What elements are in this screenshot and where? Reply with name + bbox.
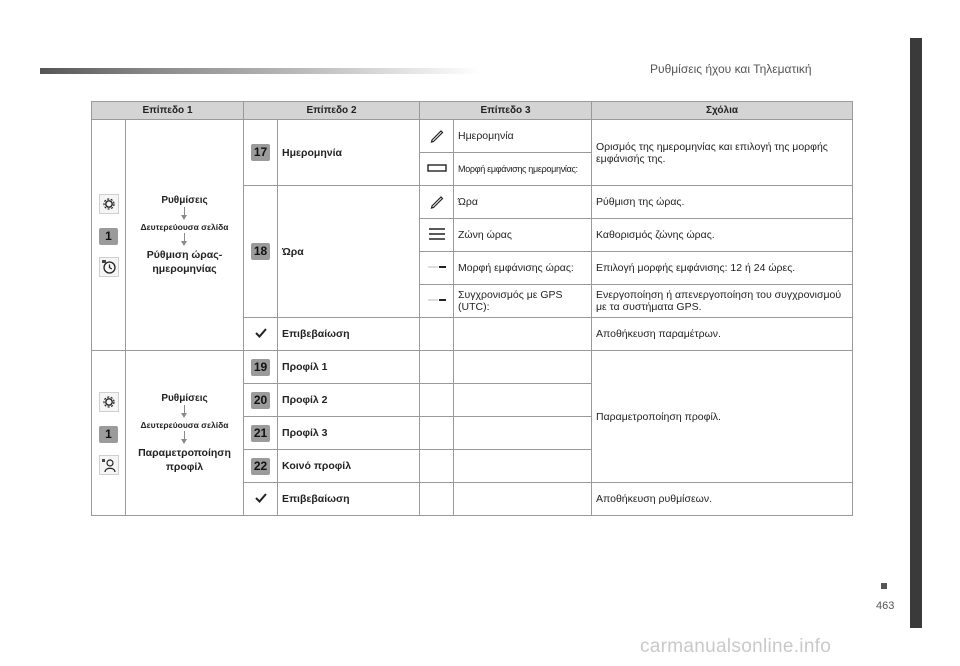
empty-cell xyxy=(420,384,454,417)
col-header-level3: Επίπεδο 3 xyxy=(420,102,592,120)
profile-2-label: Προφίλ 2 xyxy=(278,384,420,417)
level3-icon-cell xyxy=(420,285,454,318)
profile-3-label: Προφίλ 3 xyxy=(278,417,420,450)
arrow-down-icon xyxy=(184,233,185,242)
empty-cell xyxy=(454,417,592,450)
menu-subpage-label: Δευτερεύουσα σελίδα xyxy=(140,221,229,232)
step-badge: 20 xyxy=(251,392,270,409)
step-badge: 17 xyxy=(251,144,270,161)
empty-cell xyxy=(454,384,592,417)
level3-date-option: Ημερομηνία xyxy=(454,120,592,153)
step-badge: 22 xyxy=(251,458,270,475)
table-row xyxy=(92,120,853,153)
empty-cell xyxy=(420,450,454,483)
arrow-down-icon xyxy=(184,405,185,414)
level1-icon-cell xyxy=(92,351,126,516)
pencil-icon xyxy=(428,126,446,144)
timezone-comment: Καθορισμός ζώνης ώρας. xyxy=(592,219,853,252)
level1-menu-path xyxy=(126,351,244,516)
profiles-comment: Παραμετροποίηση προφίλ. xyxy=(592,351,853,483)
user-profile-icon xyxy=(99,455,119,475)
confirm-icon-cell xyxy=(244,483,278,516)
date-comment: Ορισμός της ημερομηνίας και επιλογή της μορφής εμφάνισής της. xyxy=(592,120,853,186)
step-badge: 1 xyxy=(99,228,118,245)
empty-cell xyxy=(420,318,454,351)
check-icon xyxy=(255,493,267,503)
level3-icon-cell xyxy=(420,186,454,219)
step-badge: 19 xyxy=(251,359,270,376)
pencil-icon xyxy=(428,192,446,210)
level1-menu-path xyxy=(126,120,244,351)
level2-num-cell xyxy=(244,384,278,417)
empty-cell xyxy=(420,351,454,384)
level3-gps-sync-option: Συγχρονισμός με GPS (UTC): xyxy=(454,285,592,318)
menu-time-date-label: Ρύθμιση ώρας-ημερομηνίας xyxy=(146,248,223,275)
level2-time-label: Ώρα xyxy=(278,186,420,318)
clock-icon xyxy=(99,257,119,277)
level2-num-cell xyxy=(244,450,278,483)
level3-icon-cell xyxy=(420,219,454,252)
level3-icon-cell xyxy=(420,120,454,153)
time-comment: Ρύθμιση της ώρας. xyxy=(592,186,853,219)
col-header-level2: Επίπεδο 2 xyxy=(244,102,420,120)
step-badge: 21 xyxy=(251,425,270,442)
level3-icon-cell xyxy=(420,252,454,285)
confirm-label: Επιβεβαίωση xyxy=(278,483,420,516)
arrow-down-icon xyxy=(184,207,185,216)
empty-cell xyxy=(420,417,454,450)
page-number: 463 xyxy=(876,600,895,612)
level2-num-cell xyxy=(244,186,278,318)
level3-time-option: Ώρα xyxy=(454,186,592,219)
level3-timezone-option: Ζώνη ώρας xyxy=(454,219,592,252)
format-bar-icon xyxy=(427,163,447,173)
col-header-comments: Σχόλια xyxy=(592,102,853,120)
level3-date-format-option: Μορφή εμφάνισης ημερομηνίας: xyxy=(454,153,592,186)
header-gradient-bar xyxy=(40,68,480,74)
col-header-level1: Επίπεδο 1 xyxy=(92,102,244,120)
level1-icon-cell xyxy=(92,120,126,351)
watermark: carmanualsonline.info xyxy=(640,636,832,657)
confirm-icon-cell xyxy=(244,318,278,351)
gps-sync-comment: Ενεργοποίηση ή απενεργοποίηση του συγχρονισμού με τα συστήματα GPS. xyxy=(592,285,853,318)
step-badge: 18 xyxy=(251,243,270,260)
menu-profiles-label: Παραμετροποίηση προφίλ xyxy=(138,446,231,473)
empty-cell xyxy=(454,450,592,483)
check-icon xyxy=(255,328,267,338)
arrow-down-icon xyxy=(184,431,185,440)
page-marker xyxy=(881,583,887,589)
step-badge: 1 xyxy=(99,426,118,443)
confirm-comment: Αποθήκευση ρυθμίσεων. xyxy=(592,483,853,516)
settings-table xyxy=(91,101,853,516)
empty-cell xyxy=(454,318,592,351)
side-strip xyxy=(910,38,922,628)
toggle-line-icon xyxy=(427,263,447,271)
empty-cell xyxy=(454,483,592,516)
level2-num-cell xyxy=(244,351,278,384)
menu-settings-label: Ρυθμίσεις xyxy=(161,194,208,206)
table-row xyxy=(92,351,853,384)
menu-subpage-label: Δευτερεύουσα σελίδα xyxy=(140,419,229,430)
toggle-line-icon xyxy=(427,296,447,304)
shared-profile-label: Κοινό προφίλ xyxy=(278,450,420,483)
empty-cell xyxy=(454,351,592,384)
level3-time-format-option: Μορφή εμφάνισης ώρας: xyxy=(454,252,592,285)
confirm-label: Επιβεβαίωση xyxy=(278,318,420,351)
table-header-row xyxy=(92,102,853,120)
profile-1-label: Προφίλ 1 xyxy=(278,351,420,384)
list-icon xyxy=(428,227,446,241)
page-header-title: Ρυθμίσεις ήχου και Τηλεματική xyxy=(650,62,812,76)
settings-gear-icon xyxy=(99,194,119,214)
level2-num-cell xyxy=(244,120,278,186)
settings-gear-icon xyxy=(99,392,119,412)
menu-settings-label: Ρυθμίσεις xyxy=(161,392,208,404)
time-format-comment: Επιλογή μορφής εμφάνισης: 12 ή 24 ώρες. xyxy=(592,252,853,285)
level2-date-label: Ημερομηνία xyxy=(278,120,420,186)
confirm-comment: Αποθήκευση παραμέτρων. xyxy=(592,318,853,351)
level3-icon-cell xyxy=(420,153,454,186)
level2-num-cell xyxy=(244,417,278,450)
empty-cell xyxy=(420,483,454,516)
